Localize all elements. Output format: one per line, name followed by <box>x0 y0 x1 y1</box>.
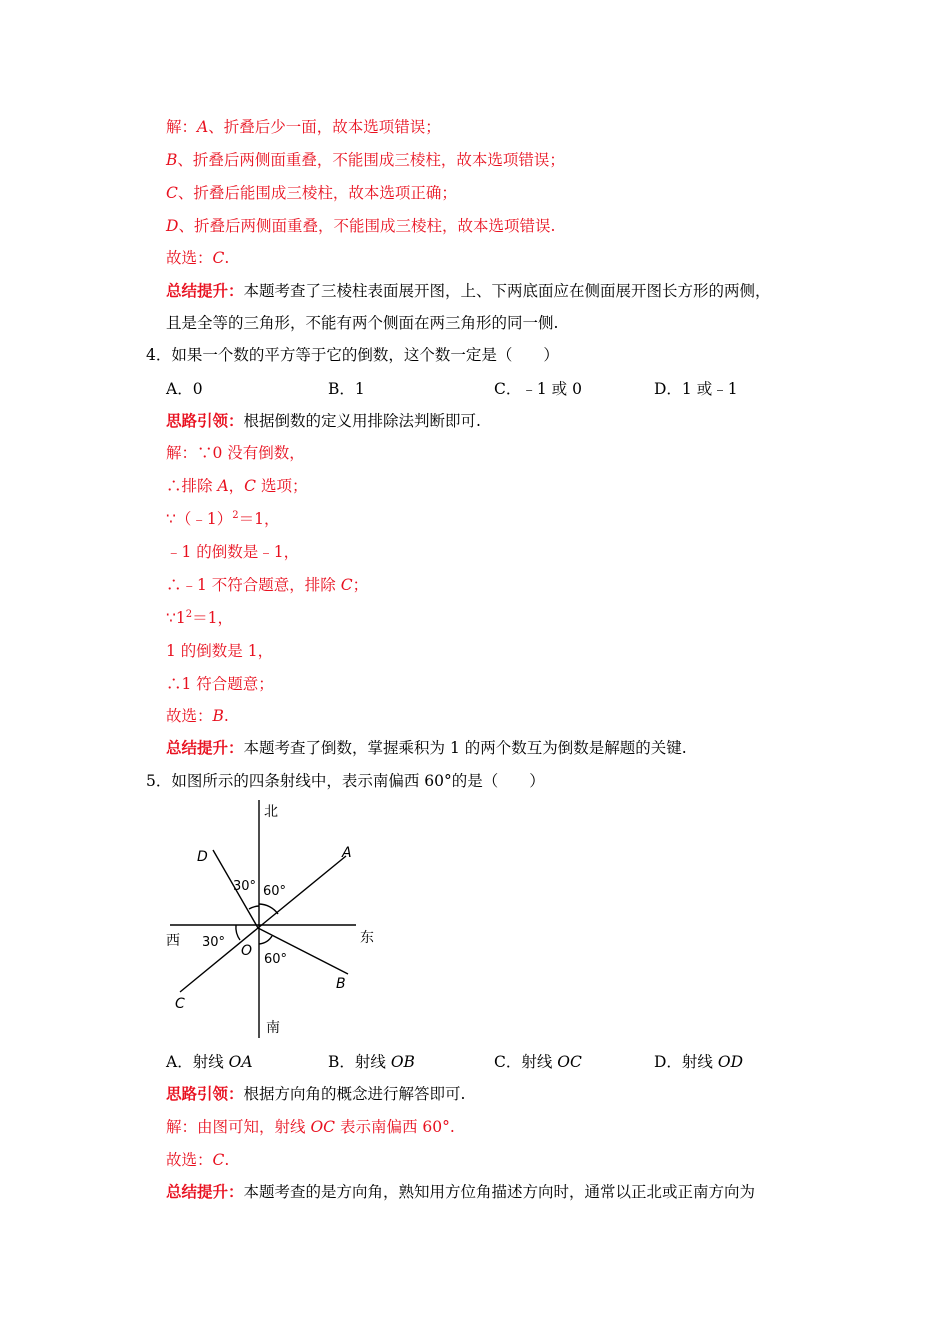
q3-solution-line-2: B、折叠后两侧面重叠，不能围成三棱柱，故本选项错误； <box>166 151 565 169</box>
q4-step-7: 1 的倒数是 1， <box>166 642 274 660</box>
angle-label-b: 60° <box>264 952 288 967</box>
label-c: C <box>175 996 185 1012</box>
q5-summary: 总结提升：本题考查的是方向角，熟知用方位角描述方向时，通常以正北或正南方向为 <box>166 1182 756 1201</box>
q3-answer: 故选：C. <box>166 249 230 267</box>
q4-step-4: ﹣1 的倒数是﹣1， <box>166 543 300 561</box>
label-west: 西 <box>166 933 180 949</box>
q4-option-a: A．0 <box>166 380 203 398</box>
q4-question: 4．如果一个数的平方等于它的倒数，这个数一定是（ ） <box>146 346 559 364</box>
ray-ob <box>258 928 348 974</box>
q4-option-c: C．﹣1 或 0 <box>494 380 582 398</box>
angle-arc-north-d <box>249 906 259 909</box>
q4-summary: 总结提升：本题考查了倒数，掌握乘积为 1 的两个数互为倒数是解题的关键. <box>166 738 687 757</box>
angle-arc-west-c <box>236 925 240 940</box>
q5-option-b: B．射线 OB <box>328 1053 415 1071</box>
label-d: D <box>197 849 208 865</box>
q3-solution-line-3: C、折叠后能围成三棱柱，故本选项正确； <box>166 184 457 202</box>
q5-option-c: C．射线 OC <box>494 1053 582 1071</box>
q5-solution: 解：由图可知，射线 OC 表示南偏西 60°. <box>166 1118 455 1136</box>
q4-step-1: 解：∵0 没有倒数， <box>166 444 305 462</box>
angle-arc-south-b <box>259 936 272 944</box>
q4-step-2: ∴排除 A，C 选项； <box>166 477 308 495</box>
q3-summary-line-1: 总结提升：本题考查了三棱柱表面展开图，上、下两底面应在侧面展开图长方形的两侧， <box>166 281 771 300</box>
angle-label-a: 60° <box>263 884 287 899</box>
q4-step-6: $\because 1^2=1$， <box>166 608 233 627</box>
q4-answer: 故选：B. <box>166 707 229 725</box>
q5-hint: 思路引领：根据方向角的概念进行解答即可. <box>166 1084 466 1103</box>
q4-option-b: B．1 <box>328 380 365 398</box>
q5-answer: 故选：C. <box>166 1151 230 1169</box>
q4-step-8: ∴1 符合题意； <box>166 675 274 693</box>
q4-step-3: ∵（﹣1）$^2$＝1， <box>166 509 280 528</box>
angle-label-c: 30° <box>202 935 226 950</box>
q5-question: 5．如图所示的四条射线中，表示南偏西 60°的是（ ） <box>146 772 545 790</box>
q3-summary-line-2: 且是全等的三角形，不能有两个侧面在两三角形的同一侧. <box>166 314 559 332</box>
direction-diagram <box>160 798 390 1040</box>
angle-arc-north-a <box>259 904 278 914</box>
label-east: 东 <box>360 930 374 946</box>
q5-option-d: D．射线 OD <box>654 1053 743 1071</box>
q4-option-d: D．1 或﹣1 <box>654 380 738 398</box>
angle-label-d: 30° <box>233 879 257 894</box>
q3-solution-line-4: D、折叠后两侧面重叠，不能围成三棱柱，故本选项错误. <box>166 217 556 235</box>
label-o: O <box>241 943 253 959</box>
label-north: 北 <box>264 804 278 820</box>
q5-option-a: A．射线 OA <box>166 1053 253 1071</box>
label-b: B <box>336 976 346 992</box>
label-a: A <box>342 845 352 861</box>
q4-step-5: ∴﹣1 不符合题意，排除 C； <box>166 576 369 594</box>
q3-solution-line-1: 解：A、折叠后少一面，故本选项错误； <box>166 118 441 136</box>
label-south: 南 <box>266 1020 280 1036</box>
q4-hint: 思路引领：根据倒数的定义用排除法判断即可. <box>166 411 481 430</box>
